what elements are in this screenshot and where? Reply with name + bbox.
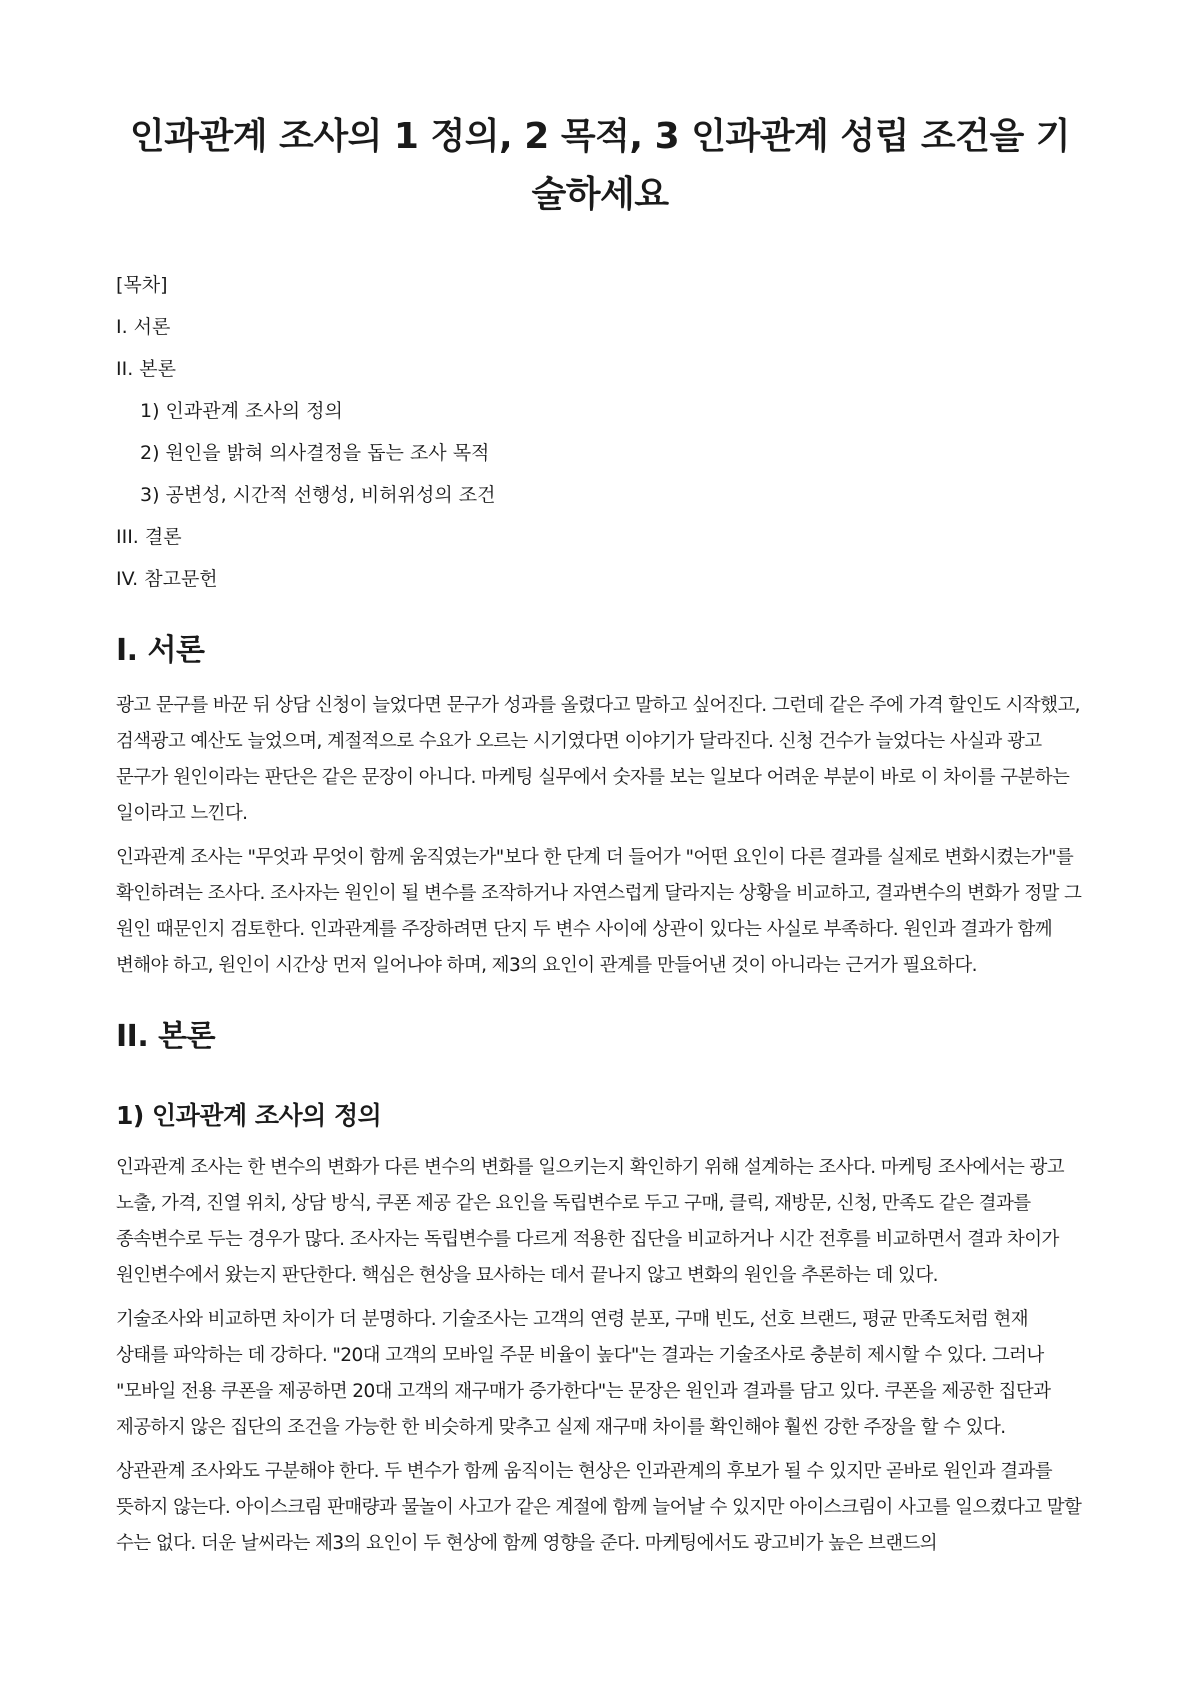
toc-item-conclusion: III. 결론	[116, 526, 182, 548]
document-title: 인과관계 조사의 1 정의, 2 목적, 3 인과관계 성립 조건을 기술하세요	[129, 116, 1071, 215]
body-heading: II. 본론	[116, 1019, 216, 1054]
definition-paragraph: 인과관계 조사는 한 변수의 변화가 다른 변수의 변화를 일으키는지 확인하기 위해 설계하는 조사다. 마케팅 조사에서는 광고 노출, 가격, 진열 위치, 상담 방식, 쿠폰 제공 같은 요인을 독립변수로 두고 구매, 클릭, 재방문, 신청, 만족도 같은 결과를 종속변수로 두는 경우가 많다. 조사자는 독립변수를 다르게 적용한 집단을 비교하거나 시간 전후를 비교하면서 결과 차이가 원인변수에서 왔는지 판단한다. 핵심은 현상을 묘사하는 데서 끝나지 않고 변화의 원인을 추론하는 데 있다.	[116, 1157, 1065, 1286]
intro-heading: I. 서론	[116, 633, 205, 668]
toc-item-conditions: 3) 공변성, 시간적 선행성, 비허위성의 조건	[140, 484, 496, 506]
toc-item-body: II. 본론	[116, 358, 176, 380]
toc-item-references: IV. 참고문헌	[116, 568, 218, 590]
section-spacer	[116, 1074, 1084, 1094]
toc-item-purpose: 2) 원인을 밝혀 의사결정을 돕는 조사 목적	[140, 442, 490, 464]
definition-paragraph: 상관관계 조사와도 구분해야 한다. 두 변수가 함께 움직이는 현상은 인과관계의 후보가 될 수 있지만 곧바로 원인과 결과를 뜻하지 않는다. 아이스크림 판매량과 물놀이 사고가 같은 계절에 함께 늘어날 수 있지만 아이스크림이 사고를 일으켰다고 말할 수는 없다. 더운 날씨라는 제3의 요인이 두 현상에 함께 영향을 준다. 마케팅에서도 광고비가 높은 브랜드의	[116, 1461, 1082, 1554]
intro-paragraph: 광고 문구를 바꾼 뒤 상담 신청이 늘었다면 문구가 성과를 올렸다고 말하고 싶어진다. 그런데 같은 주에 가격 할인도 시작했고, 검색광고 예산도 늘었으며, 계절적으로 수요가 오르는 시기였다면 이야기가 달라진다. 신청 건수가 늘었다는 사실과 광고 문구가 원인이라는 판단은 같은 문장이 아니다. 마케팅 실무에서 숫자를 보는 일보다 어려운 부분이 바로 이 차이를 구분하는 일이라고 느낀다.	[116, 695, 1080, 824]
table-of-contents	[116, 268, 1084, 600]
definition-subheading: 1) 인과관계 조사의 정의	[116, 1101, 382, 1130]
body-section	[116, 1012, 1084, 1562]
toc-item-definition: 1) 인과관계 조사의 정의	[140, 400, 343, 422]
toc-item-intro: I. 서론	[116, 316, 171, 338]
toc-heading: [목차]	[116, 274, 168, 296]
intro-section	[116, 626, 1084, 984]
intro-paragraph: 인과관계 조사는 "무엇과 무엇이 함께 움직였는가"보다 한 단계 더 들어가 "어떤 요인이 다른 결과를 실제로 변화시켰는가"를 확인하려는 조사다. 조사자는 원인이 될 변수를 조작하거나 자연스럽게 달라지는 상황을 비교하고, 결과변수의 변화가 정말 그 원인 때문인지 검토한다. 인과관계를 주장하려면 단지 두 변수 사이에 상관이 있다는 사실로 부족하다. 원인과 결과가 함께 변해야 하고, 원인이 시간상 먼저 일어나야 하며, 제3의 요인이 관계를 만들어낸 것이 아니라는 근거가 필요하다.	[116, 847, 1082, 976]
section-spacer	[116, 992, 1084, 1012]
definition-paragraph: 기술조사와 비교하면 차이가 더 분명하다. 기술조사는 고객의 연령 분포, 구매 빈도, 선호 브랜드, 평균 만족도처럼 현재 상태를 파악하는 데 강하다. "20대 고객의 모바일 주문 비율이 높다"는 결과는 기술조사로 충분히 제시할 수 있다. 그러나 "모바일 전용 쿠폰을 제공하면 20대 고객의 재구매가 증가한다"는 문장은 원인과 결과를 담고 있다. 쿠폰을 제공한 집단과 제공하지 않은 집단의 조건을 가능한 한 비슷하게 맞추고 실제 재구매 차이를 확인해야 훨씬 강한 주장을 할 수 있다.	[116, 1309, 1051, 1438]
